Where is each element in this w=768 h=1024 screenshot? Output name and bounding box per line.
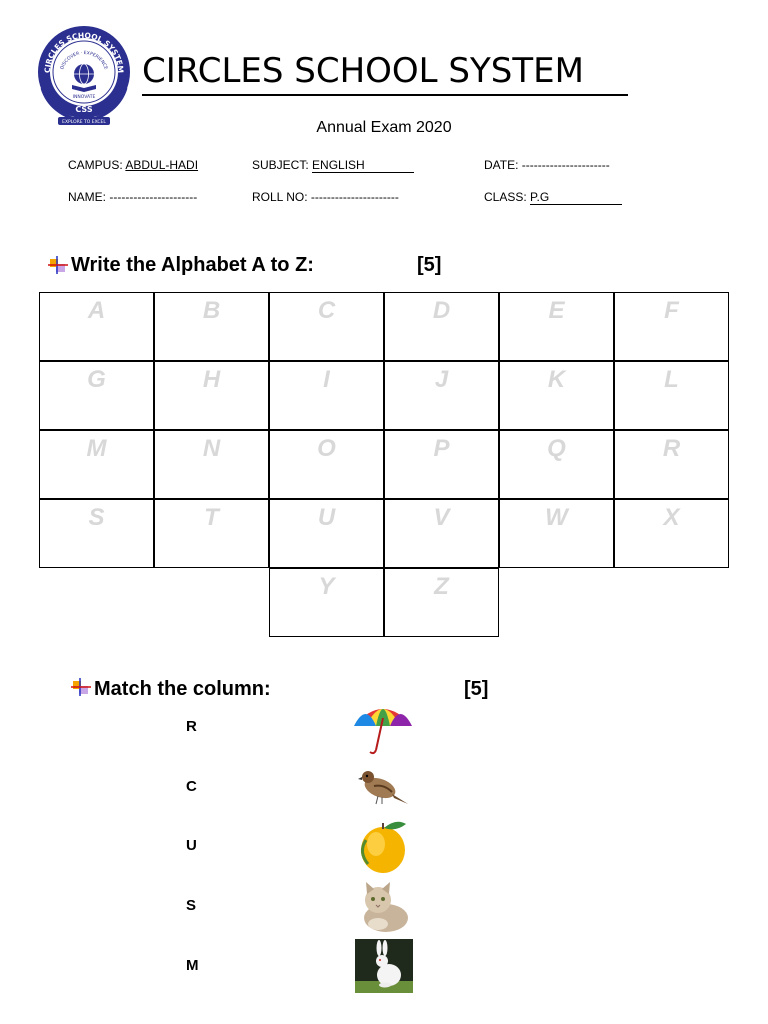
campus-value: ABDUL-HADI [125, 158, 199, 172]
alphabet-letter: U [317, 504, 336, 531]
alphabet-letter: O [317, 435, 336, 462]
alphabet-cell [154, 292, 269, 361]
alphabet-cell [614, 361, 729, 430]
alphabet-cell [614, 499, 729, 568]
alphabet-cell [269, 361, 384, 430]
sparrow-icon [352, 762, 414, 818]
alphabet-letter: A [87, 297, 106, 324]
logo-word-3: INNOVATE [72, 95, 96, 100]
exam-title: Annual Exam 2020 [316, 119, 452, 136]
roll-field [252, 190, 399, 204]
logo-motto: EXPLORE TO EXCEL [62, 120, 106, 125]
campus-field [68, 158, 198, 172]
alphabet-cell [499, 430, 614, 499]
alphabet-letter: H [202, 366, 221, 393]
date-field [484, 158, 610, 172]
logo-word-1: DISCOVER [60, 51, 81, 71]
logo-ring-text: CIRCLES SCHOOL SYSTEM [42, 30, 126, 74]
alphabet-letter: E [548, 297, 565, 324]
alphabet-cell [39, 292, 154, 361]
subject-field [252, 158, 414, 173]
alphabet-cell [384, 568, 499, 637]
alphabet-letter: B [202, 297, 221, 324]
alphabet-cell [269, 292, 384, 361]
alphabet-letter: C [317, 297, 336, 324]
alphabet-section-marks: [5] [417, 254, 442, 276]
mango-icon [352, 818, 414, 874]
match-section-marks: [5] [464, 678, 489, 700]
date-label: DATE: [484, 158, 519, 172]
match-letter: S [186, 897, 197, 914]
alphabet-letter: Z [434, 573, 449, 600]
alphabet-letter: D [432, 297, 451, 324]
alphabet-letter: J [434, 366, 449, 393]
alphabet-letter: V [433, 504, 450, 531]
alphabet-cell [154, 430, 269, 499]
alphabet-cell [39, 430, 154, 499]
alphabet-cell [39, 499, 154, 568]
alphabet-letter: Y [318, 573, 335, 600]
alphabet-cell [384, 292, 499, 361]
alphabet-letter: T [204, 504, 219, 531]
alphabet-letter: G [87, 366, 106, 393]
alphabet-letter: K [547, 366, 566, 393]
alphabet-cell [269, 430, 384, 499]
logo-word-2: EXPERIENCE [83, 50, 108, 71]
alphabet-letter: R [662, 435, 681, 462]
alphabet-cell [39, 361, 154, 430]
alphabet-cell [269, 568, 384, 637]
alphabet-section-title: Write the Alphabet A to Z: [71, 254, 314, 276]
subject-label: SUBJECT: [252, 158, 309, 172]
alphabet-letter: W [545, 504, 568, 531]
alphabet-letter: X [663, 504, 680, 531]
school-logo [30, 18, 138, 126]
date-value: ---------------------- [521, 158, 610, 172]
bullet-icon [48, 256, 68, 274]
alphabet-cell [614, 292, 729, 361]
roll-value: ---------------------- [310, 190, 399, 204]
rabbit-icon [355, 939, 413, 993]
cat-icon [352, 878, 414, 934]
svg-text:DISCOVER · E: DISCOVER · EXPERIENCE [60, 50, 108, 71]
alphabet-cell [499, 292, 614, 361]
match-letter: C [186, 778, 197, 795]
class-field [484, 190, 622, 205]
alphabet-letter: Q [547, 435, 566, 462]
class-label: CLASS: [484, 190, 527, 204]
alphabet-cell [384, 361, 499, 430]
campus-label: CAMPUS: [68, 158, 123, 172]
alphabet-letter: P [433, 435, 450, 462]
alphabet-cell [154, 361, 269, 430]
alphabet-cell [154, 499, 269, 568]
name-field [68, 190, 197, 204]
name-label: NAME: [68, 190, 107, 204]
match-letter: M [186, 957, 199, 974]
umbrella-icon [352, 698, 414, 754]
alphabet-letter: N [202, 435, 221, 462]
alphabet-cell [384, 499, 499, 568]
logo-abbr: CSS [75, 105, 93, 114]
alphabet-cell [269, 499, 384, 568]
alphabet-cell [614, 430, 729, 499]
alphabet-cell [499, 499, 614, 568]
bullet-icon [71, 678, 91, 696]
alphabet-letter: F [664, 297, 679, 324]
subject-value: ENGLISH [312, 158, 414, 173]
roll-label: ROLL NO: [252, 190, 308, 204]
match-letter: U [186, 837, 197, 854]
alphabet-cell [384, 430, 499, 499]
alphabet-letter: M [86, 435, 107, 462]
alphabet-letter: S [88, 504, 105, 531]
school-name: CIRCLES SCHOOL SYSTEM [142, 48, 628, 96]
name-value: ---------------------- [109, 190, 198, 204]
alphabet-letter: L [664, 366, 679, 393]
match-letter: R [186, 718, 197, 735]
class-value: P.G [530, 190, 622, 205]
match-section-title: Match the column: [94, 678, 271, 700]
alphabet-letter: I [323, 366, 330, 393]
alphabet-cell [499, 361, 614, 430]
